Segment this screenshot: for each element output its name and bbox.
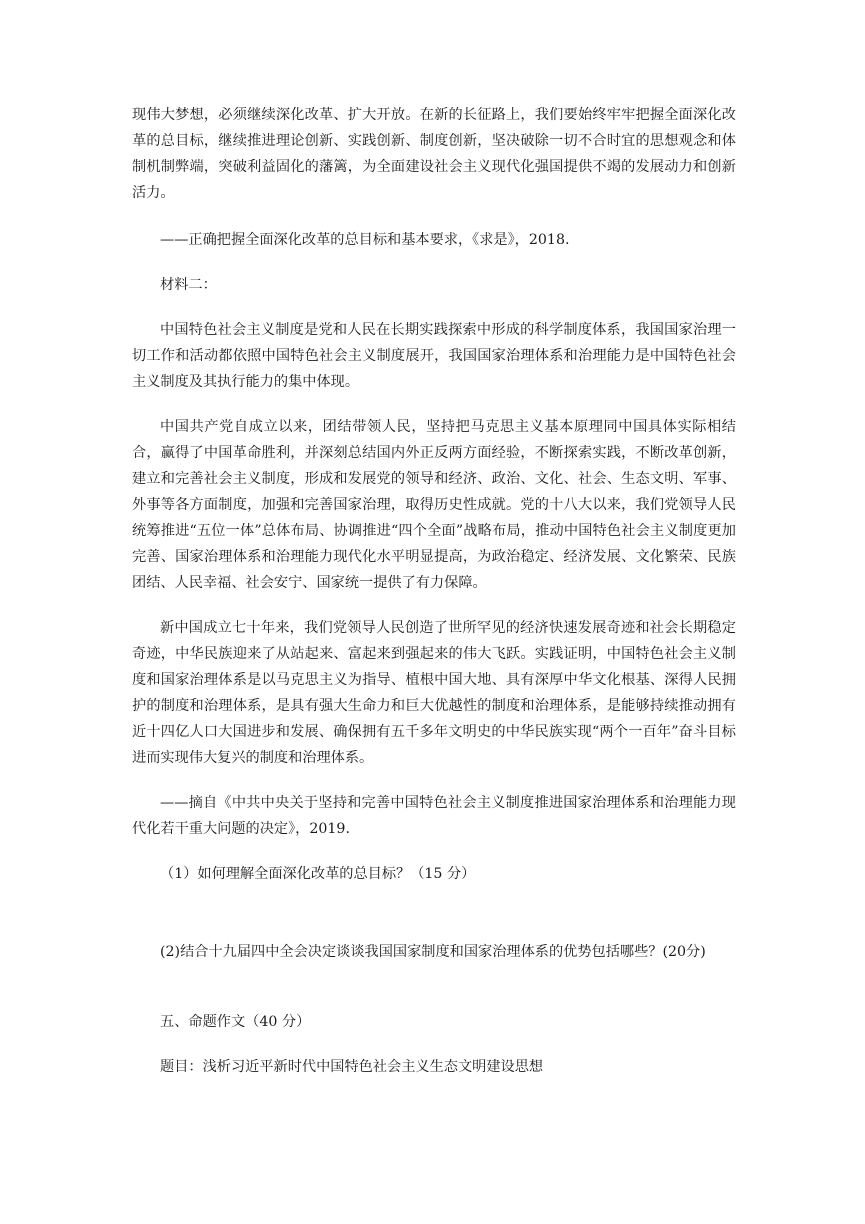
paragraph-socialist-system: 中国特色社会主义制度是党和人民在长期实践探索中形成的科学制度体系，我国国家治理一切工作和活动都依照中国特色社会主义制度展开，我国国家治理体系和治理能力是中国特色社会主义制度及其执行能力的集中体现。 [132, 322, 736, 390]
section-five-heading: 五、命题作文（40 分） [160, 1014, 311, 1030]
paragraph-reform-goal: 现伟大梦想，必须继续深化改革、扩大开放。在新的长征路上，我们要始终牢牢把握全面深化改革的总目标，继续推进理论创新、实践创新、制度创新，坚决破除一切不合时宜的思想观念和体制机制弊端，突破利益固化的藩篱，为全面建设社会主义现代化强国提供不竭的发展动力和创新活力。 [132, 107, 736, 201]
source-citation-decision: ——摘自《中共中央关于坚持和完善中国特色社会主义制度推进国家治理体系和治理能力现代化若干重大问题的决定》，2019. [132, 795, 736, 837]
question-one: （1）如何理解全面深化改革的总目标？（15 分） [160, 866, 476, 882]
essay-title: 题目：浅析习近平新时代中国特色社会主义生态文明建设思想 [160, 1059, 544, 1075]
source-citation-qiushi: ——正确把握全面深化改革的总目标和基本要求，《求是》，2018. [160, 232, 570, 248]
paragraph-party-history: 中国共产党自成立以来，团结带领人民，坚持把马克思主义基本原理同中国具体实际相结合，赢得了中国革命胜利，并深刻总结国内外正反两方面经验，不断探索实践，不断改革创新，建立和完善社会主义制度，形成和发展党的领导和经济、政治、文化、社会、生态文明、军事、外事等各方面制度，加强和完善国家治理，取得历史性成就。党的十八大以来，我们党领导人民统筹推进“五位一体”总体布局、协调推进“四个全面”战略布局，推动中国特色社会主义制度更加完善、国家治理体系和治理能力现代化水平明显提高，为政治稳定、经济发展、文化繁荣、民族团结、人民幸福、社会安宁、国家统一提供了有力保障。 [132, 419, 736, 591]
document-body [132, 102, 736, 1080]
paragraph-seventy-years: 新中国成立七十年来，我们党领导人民创造了世所罕见的经济快速发展奇迹和社会长期稳定奇迹，中华民族迎来了从站起来、富起来到强起来的伟大飞跃。实践证明，中国特色社会主义制度和国家治理体系是以马克思主义为指导、植根中国大地、具有深厚中华文化根基、深得人民拥护的制度和治理体系，是具有强大生命力和巨大优越性的制度和治理体系，是能够持续推动拥有近十四亿人口大国进步和发展、确保拥有五千多年文明史的中华民族实现“两个一百年”奋斗目标进而实现伟大复兴的制度和治理体系。 [132, 620, 736, 766]
material-two-heading: 材料二： [160, 277, 217, 293]
question-two: (2)结合十九届四中全会决定谈谈我国国家制度和国家治理体系的优势包括哪些？(20分) [160, 944, 706, 960]
